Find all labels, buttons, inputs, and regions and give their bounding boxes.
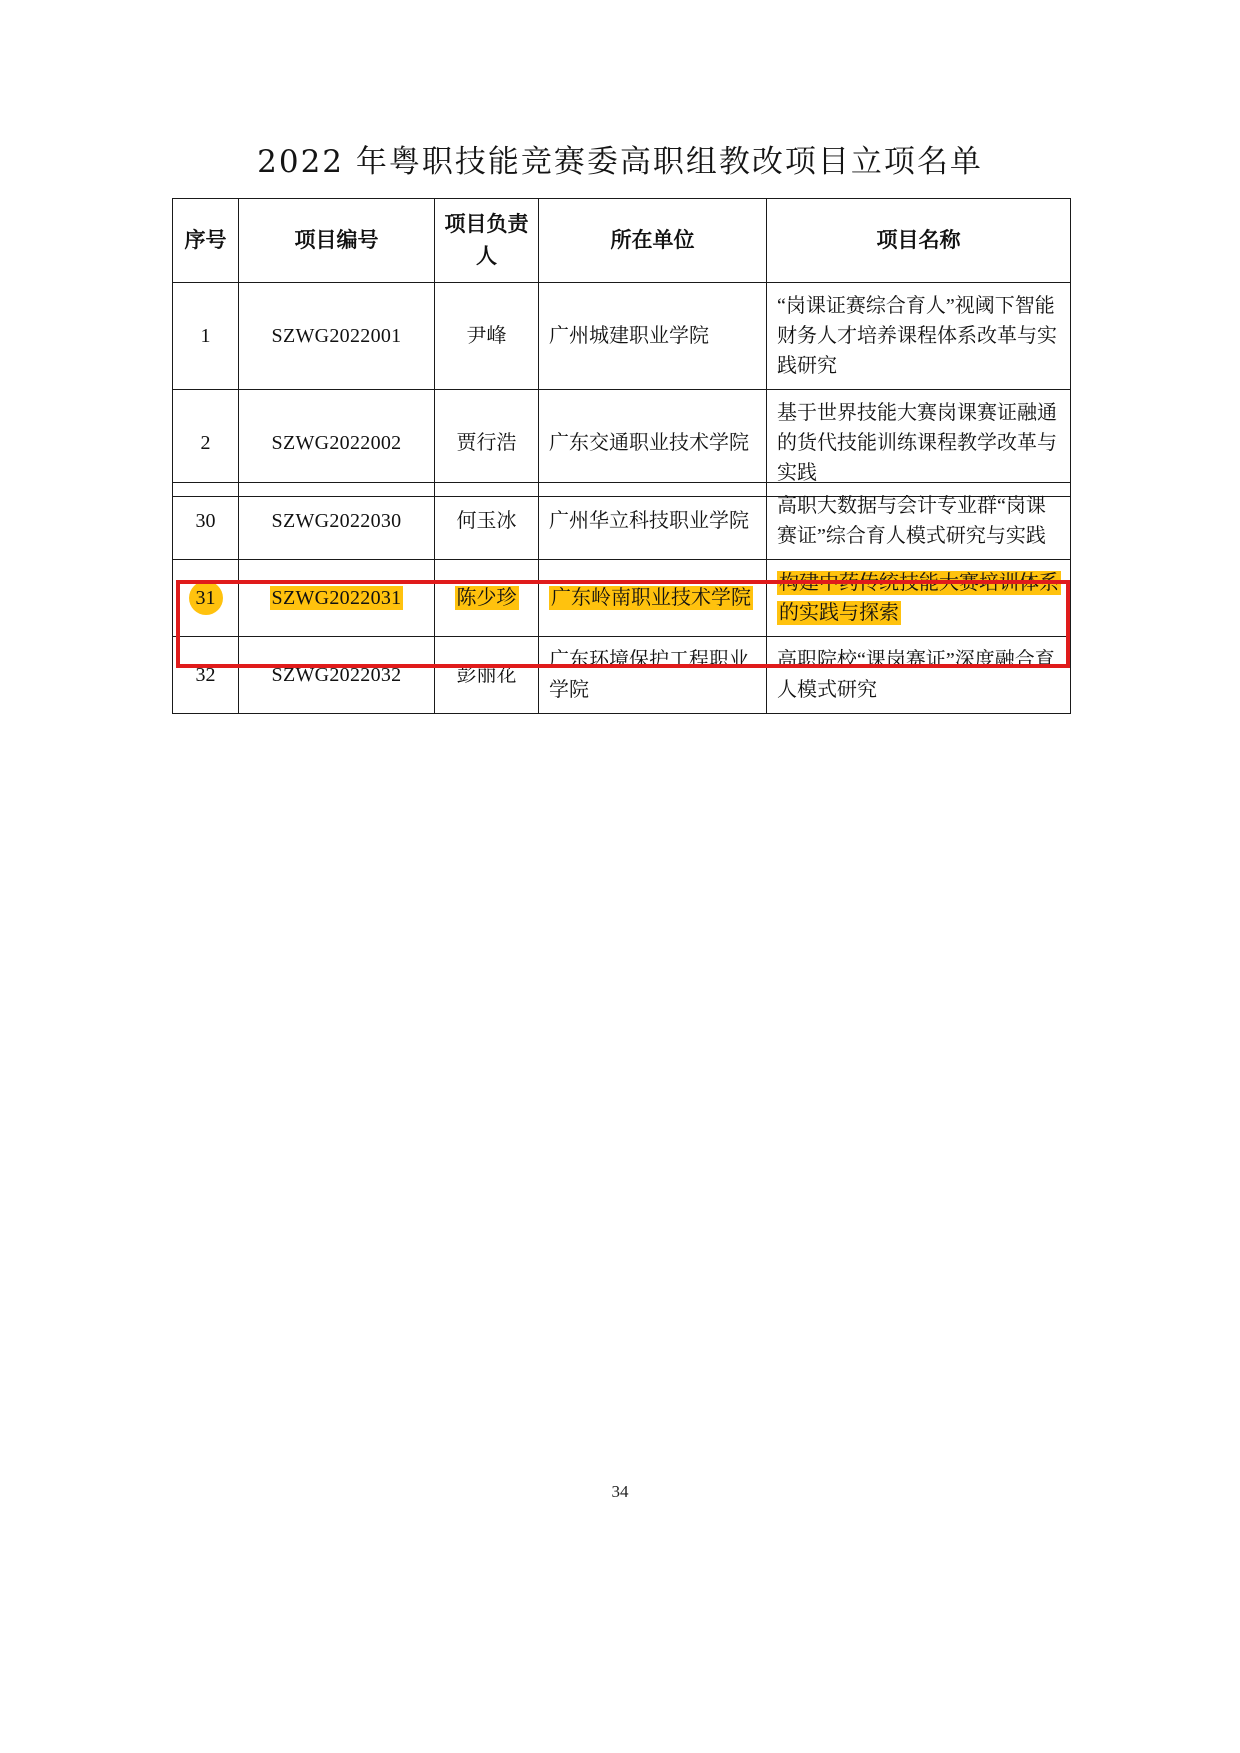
cell-unit: 广州城建职业学院 — [539, 283, 767, 390]
column-header-person: 项目负责人 — [435, 199, 539, 283]
cell-name: 基于世界技能大赛岗课赛证融通的货代技能训练课程教学改革与实践 — [767, 390, 1071, 497]
cell-name: 高职大数据与会计专业群“岗课赛证”综合育人模式研究与实践 — [767, 483, 1071, 560]
cell-name: 高职院校“课岗赛证”深度融合育人模式研究 — [767, 637, 1071, 714]
column-header-unit: 所在单位 — [539, 199, 767, 283]
page-title: 2022 年粤职技能竞赛委高职组教改项目立项名单 — [257, 144, 983, 180]
project-table-block-1 — [172, 198, 1070, 497]
cell-person: 何玉冰 — [435, 483, 539, 560]
cell-code: SZWG2022002 — [239, 390, 435, 497]
project-table-bottom — [172, 482, 1071, 714]
cell-unit-highlight: 广东岭南职业技术学院 — [551, 587, 751, 609]
table-header-row — [173, 199, 1071, 283]
cell-index-highlight: 31 — [189, 581, 223, 615]
cell-index: 30 — [173, 483, 239, 560]
cell-person: 尹峰 — [435, 283, 539, 390]
cell-code: SZWG2022030 — [239, 483, 435, 560]
cell-code-highlight: SZWG2022031 — [271, 587, 402, 609]
cell-index — [173, 560, 239, 637]
cell-index: 2 — [173, 390, 239, 497]
table-row-highlighted — [173, 560, 1071, 637]
cell-person — [435, 560, 539, 637]
cell-name — [767, 560, 1071, 637]
cell-person: 贾行浩 — [435, 390, 539, 497]
cell-person: 彭丽花 — [435, 637, 539, 714]
column-header-index: 序号 — [173, 199, 239, 283]
table-row — [173, 483, 1071, 560]
cell-code: SZWG2022032 — [239, 637, 435, 714]
project-table-block-2 — [172, 482, 1070, 714]
cell-name: “岗课证赛综合育人”视阈下智能财务人才培养课程体系改革与实践研究 — [767, 283, 1071, 390]
column-header-name: 项目名称 — [767, 199, 1071, 283]
cell-name-highlight: 构建中药传统技能大赛培训体系的实践与探索 — [779, 572, 1059, 624]
column-header-code: 项目编号 — [239, 199, 435, 283]
table-row — [173, 637, 1071, 714]
project-table-top — [172, 198, 1071, 497]
table-row — [173, 283, 1071, 390]
page-number: 34 — [611, 1482, 629, 1501]
cell-index: 32 — [173, 637, 239, 714]
cell-code — [239, 560, 435, 637]
cell-unit — [539, 560, 767, 637]
cell-code: SZWG2022001 — [239, 283, 435, 390]
cell-unit: 广东环境保护工程职业学院 — [539, 637, 767, 714]
cell-unit: 广州华立科技职业学院 — [539, 483, 767, 560]
cell-index: 1 — [173, 283, 239, 390]
cell-person-highlight: 陈少珍 — [456, 587, 517, 609]
cell-unit: 广东交通职业技术学院 — [539, 390, 767, 497]
table-row — [173, 390, 1071, 497]
